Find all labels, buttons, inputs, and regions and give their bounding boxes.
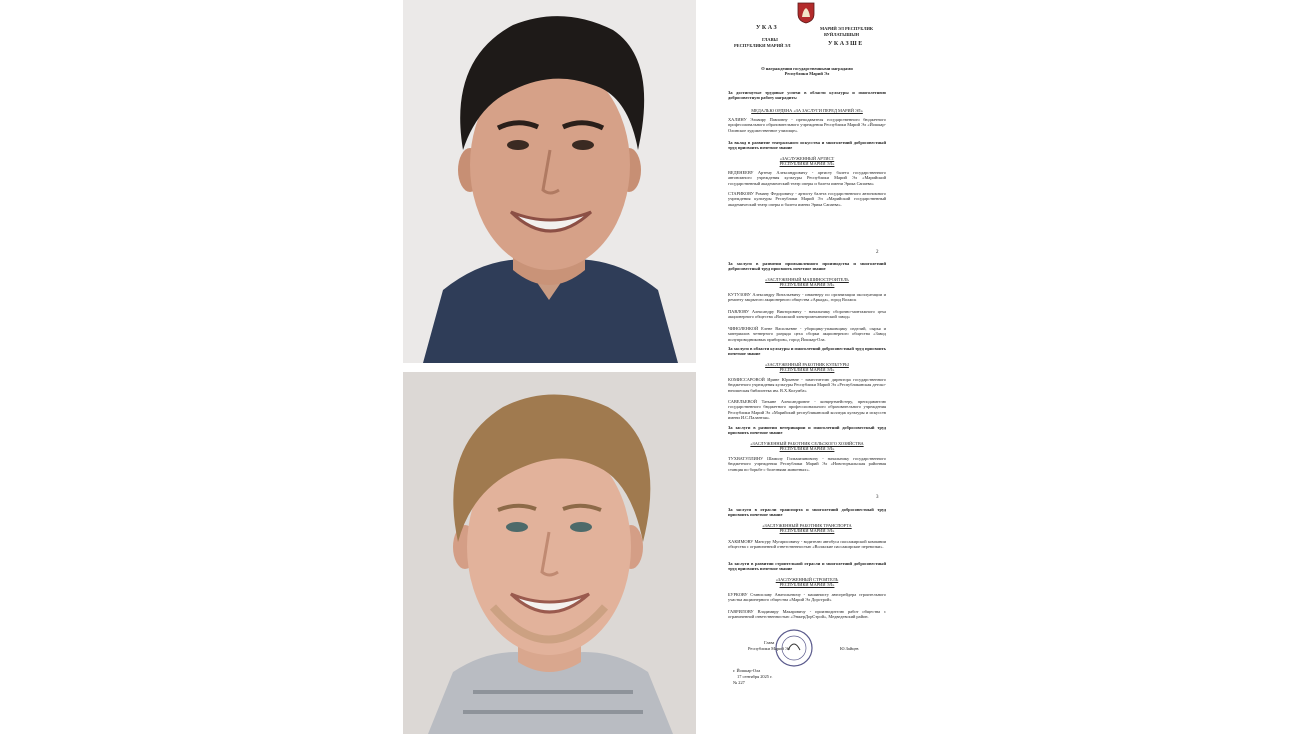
header-vuilatyshyn: ВУЙЛАТЫШЫН <box>824 32 860 37</box>
header-ukazshe: УКАЗШЕ <box>828 41 864 47</box>
signature-name: Ю.Зайцев <box>840 646 859 651</box>
signature-title-line1: Глава <box>764 640 775 645</box>
award-machinist-recipient3: ЧИНОЛЕНКОЙ Елене Васильевне - уборщику-упаковщику изделий, сырья и материалов четвертого разряда цеха сборки акционерного общества «Завод полупроводниковых приборов», город Йошкар-Ола. <box>728 326 886 342</box>
award-machinist-line1: «ЗАСЛУЖЕННЫЙ МАШИНОСТРОИТЕЛЬ <box>765 277 849 282</box>
page-number-2: 2 <box>876 250 879 255</box>
section-culture: За заслуги в области культуры и многолетний добросовестный труд присвоить почетное звание <box>728 346 886 357</box>
award-builder-line2: РЕСПУБЛИКИ МАРИЙ ЭЛ» <box>779 582 835 587</box>
signature-title-line2: Республики Марий Эл <box>748 646 791 651</box>
section-theatre: За вклад в развитие театрального искусства и многолетний добросовестный труд присвоить почетное звание <box>728 140 886 151</box>
header-glavy: ГЛАВЫ <box>762 37 778 42</box>
header-ukaz: УКАЗ <box>756 25 779 31</box>
award-agriculture-line1: «ЗАСЛУЖЕННЫЙ РАБОТНИК СЕЛЬСКОГО ХОЗЯЙСТВА <box>750 441 864 446</box>
section-industry: За заслуги в развитии промышленного производства и многолетний добросовестный труд присвоить почетное звание <box>728 261 886 272</box>
portrait-top-image <box>403 0 696 363</box>
award-culture-line2: РЕСПУБЛИКИ МАРИЙ ЭЛ» <box>779 367 835 372</box>
award-culture-recipient1: КОМИССАРОВОЙ Ирине Юрьевне - заместителю директора государственного бюджетного учреждения культуры Республики Марий Эл «Республиканская детско-юношеская библиотека им. В.Х.Колумба» <box>728 377 886 393</box>
award-agriculture-line2: РЕСПУБЛИКИ МАРИЙ ЭЛ» <box>779 446 835 451</box>
document-date: 17 сентября 2025 г. <box>737 674 773 679</box>
award-culture-recipient2: САВЕЛЬЕВОЙ Татьяне Александровне - концертмейстеру, преподавателю государственного бюджетного профессионального образовательного учреждения Республики Марий Эл «Марийский республиканский колледж культуры и искусств имени И.С.Палантая». <box>728 399 886 420</box>
award-medal-recipient: ХАЛИНУ Эльвиру Павловну - преподавателя государственного бюджетного профессионального образовательного учреждения Республики Марий Эл «Йошкар-Олинское художественное училище». <box>728 117 886 133</box>
document-place: г. Йошкар-Ола <box>733 668 761 673</box>
document-number: № 227 <box>733 680 745 685</box>
award-transport-line2: РЕСПУБЛИКИ МАРИЙ ЭЛ» <box>779 528 835 533</box>
award-transport-line1: «ЗАСЛУЖЕННЫЙ РАБОТНИК ТРАНСПОРТА <box>762 523 852 528</box>
award-builder-recipient1: БУРКОВУ Станиславу Анатольевичу - машинисту автогрейдера строительного участка акционерного общества «Марий Эл Дорстрой» <box>728 592 886 603</box>
intro-paragraph: За достигнутые трудовые успехи в области культуры и многолетнюю добросовестную работу наградить: <box>728 90 886 101</box>
section-transport: За заслуги в отрасли транспорта и многолетний добросовестный труд присвоить почетное звание <box>728 507 886 518</box>
section-construction: За заслуги в развитии строительной отрасли и многолетний добросовестный труд присвоить почетное звание <box>728 561 886 572</box>
portrait-bottom-image <box>403 372 696 734</box>
award-culture-line1: «ЗАСЛУЖЕННЫЙ РАБОТНИК КУЛЬТУРЫ <box>765 362 849 367</box>
award-artist-line1: «ЗАСЛУЖЕННЫЙ АРТИСТ <box>779 156 835 161</box>
award-machinist-recipient2: ПАВЛОВУ Александру Викторовичу - начальнику сборочно-монтажного цеха акционерного общества «Волжский электромеханический завод» <box>728 309 886 320</box>
portrait-photo-bottom <box>403 372 696 734</box>
award-artist-recipient2: СТАРИКОВУ Роману Федоровичу - артисту балета государственного автономного учреждения культуры Республики Марий Эл «Марийский государственный академический театр оперы и балета имени Эрика Сапаева». <box>728 191 886 207</box>
doc-title-line2: Республики Марий Эл <box>784 71 830 76</box>
award-machinist-line2: РЕСПУБЛИКИ МАРИЙ ЭЛ» <box>779 282 835 287</box>
award-machinist-recipient1: КУТУЗОВУ Александру Витальевичу - инженеру по организации эксплуатации и ремонту закрытого акционерного общества «Аркада», город Волжск <box>728 292 886 303</box>
award-builder-recipient2: ГАВРИЛОВУ Владимиру Макаровичу - производителю работ общества с ограниченной ответственностью «ЭнжерДорСтрой», Медведевский район. <box>728 609 886 620</box>
header-republic-left: РЕСПУБЛИКИ МАРИЙ ЭЛ <box>734 43 791 48</box>
award-medal: МЕДАЛЬЮ ОРДЕНА «ЗА ЗАСЛУГИ ПЕРЕД МАРИЙ ЭЛ» <box>751 108 863 113</box>
decree-document <box>728 0 886 734</box>
section-veterinary: За заслуги в развитии ветеринарии и многолетний добросовестный труд присвоить почетное звание <box>728 425 886 436</box>
coat-of-arms-icon <box>797 2 815 24</box>
award-transport-recipient: ХАКИМОВУ Мансуру Мугарисовичу - водителю автобуса пассажирской компании общества с ограниченной ответственностью «Волжские пассажирские перевозки». <box>728 539 886 550</box>
page-number-3: 3 <box>876 495 879 500</box>
header-republic-right: МАРИЙ ЭЛ РЕСПУБЛИК <box>820 26 874 31</box>
doc-title-line1: О награждении государственными наградами <box>761 66 853 71</box>
award-agriculture-recipient: ТУХВАТУЛЛИНУ Шамилу Гильмизяновичу - начальнику государственного бюджетного учреждения Республики Марий Эл «Новоторъяльская районная станция по борьбе с болезнями животных». <box>728 456 886 472</box>
award-builder-line1: «ЗАСЛУЖЕННЫЙ СТРОИТЕЛЬ <box>775 577 839 582</box>
award-artist-recipient1: ВЕДЕНЕЕВУ Артему Александровичу - артисту балета государственного автономного учреждения культуры Республики Марий Эл «Марийский государственный академический театр оперы и балета имени Эрика Сапаева» <box>728 170 886 186</box>
portrait-photo-top <box>403 0 696 363</box>
award-artist-line2: РЕСПУБЛИКИ МАРИЙ ЭЛ» <box>779 161 835 166</box>
